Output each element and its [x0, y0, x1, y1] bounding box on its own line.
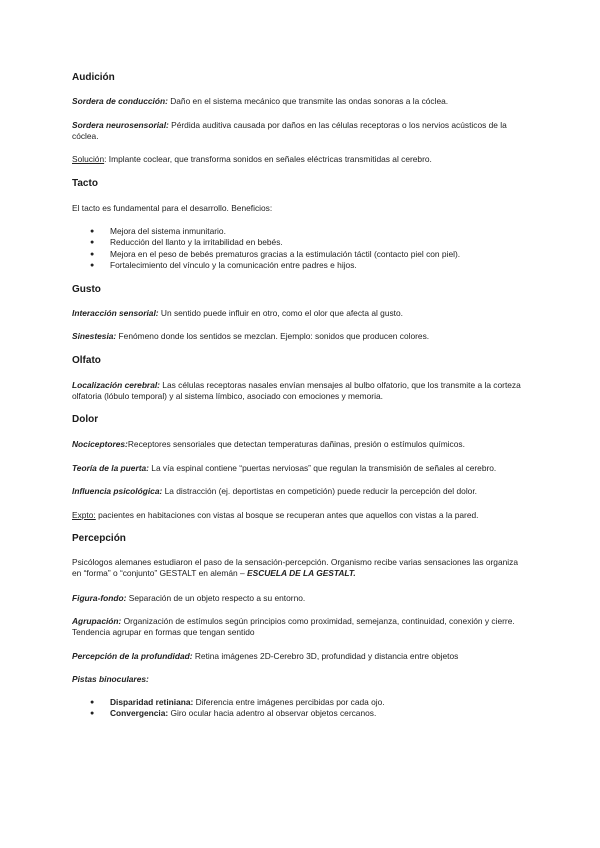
- term-percepcion-profundidad: Percepción de la profundidad:: [72, 651, 193, 661]
- term-agrupacion: Agrupación:: [72, 616, 122, 626]
- heading-tacto: Tacto: [72, 178, 98, 189]
- heading-olfato: Olfato: [72, 355, 101, 366]
- term-figura-fondo: Figura-fondo:: [72, 593, 127, 603]
- text-interaccion-sensorial: Un sentido puede influir en otro, como el olor que afecta al gusto.: [158, 308, 403, 318]
- term-pistas-binoculares: Pistas binoculares:: [72, 674, 149, 684]
- list-item: [90, 249, 530, 260]
- paragraph-sordera-conduccion: [72, 96, 528, 107]
- text-teoria-puerta: La vía espinal contiene “puertas nerviosas” que regulan la transmisión de señales al cerebro.: [148, 463, 497, 473]
- term-sinestesia: Sinestesia:: [72, 331, 117, 341]
- term-convergencia: Convergencia:: [110, 708, 169, 719]
- list-item: [90, 260, 530, 271]
- term-influencia-psicologica: Influencia psicológica:: [72, 486, 163, 496]
- heading-audicion: Audición: [72, 72, 115, 83]
- paragraph-sinestesia: [72, 331, 528, 342]
- text-nociceptores: Receptores sensoriales que detectan temperaturas dañinas, presión o estímulos químicos.: [127, 439, 465, 449]
- paragraph-percepcion-intro: [72, 557, 528, 579]
- text-expto: pacientes en habitaciones con vistas al bosque se recuperan antes que aquellos con vistas a la pared.: [95, 510, 479, 520]
- text-figura-fondo: Separación de un objeto respecto a su entorno.: [126, 593, 306, 603]
- text-percepcion-profundidad: Retina imágenes 2D-Cerebro 3D, profundidad y distancia entre objetos: [192, 651, 459, 661]
- list-item: [90, 237, 530, 248]
- term-disparidad-retiniana: Disparidad retiniana:: [110, 697, 194, 707]
- text-sordera-conduccion: Daño en el sistema mecánico que transmite las ondas sonoras a la cóclea.: [167, 96, 449, 106]
- text-localizacion-cerebral: Las células receptoras nasales envían mensajes al bulbo olfatorio, que los transmite a la corteza olfatoria (lóbulo temporal) y al sistema límbico, asociado con emociones y memoria.: [72, 380, 521, 402]
- list-item: [90, 226, 530, 237]
- list-item-text: Reducción del llanto y la irritabilidad en bebés.: [110, 237, 283, 248]
- bullet-icon: ●: [90, 228, 95, 235]
- paragraph-figura-fondo: [72, 593, 528, 604]
- list-item: [90, 697, 530, 708]
- list-item-text: Mejora en el peso de bebés prematuros gracias a la estimulación táctil (contacto piel con piel).: [110, 248, 461, 259]
- bullet-icon: ●: [90, 710, 95, 718]
- paragraph-solucion: [72, 154, 528, 165]
- text-solucion: : Implante coclear, que transforma sonidos en señales eléctricas transmitidas al cerebro.: [104, 154, 432, 164]
- text-agrupacion: Organización de estímulos según principios como proximidad, semejanza, continuidad, conexión y cierre. Tendencia agrupar en formas que tengan sentido: [72, 616, 515, 638]
- list-item: [90, 708, 530, 719]
- text-sinestesia: Fenómeno donde los sentidos se mezclan. Ejemplo: sonidos que producen colores.: [116, 331, 430, 341]
- term-interaccion-sensorial: Interacción sensorial:: [72, 308, 159, 318]
- paragraph-expto: [72, 510, 528, 521]
- bullet-icon: ●: [90, 239, 95, 247]
- text-percepcion-intro: Psicólogos alemanes estudiaron el paso de la sensación-percepción. Organismo recibe varias sensaciones las organiza en “forma” o “conjunto” GESTALT en alemán –: [72, 557, 518, 579]
- paragraph-agrupacion: [72, 616, 528, 638]
- text-disparidad-retiniana: Diferencia entre imágenes percibidas por cada ojo.: [193, 697, 385, 707]
- term-teoria-puerta: Teoría de la puerta:: [72, 463, 149, 473]
- text-convergencia: Giro ocular hacia adentro al observar objetos cercanos.: [168, 708, 377, 719]
- list-tacto-beneficios: [90, 226, 530, 272]
- emphasis-escuela-gestalt: ESCUELA DE LA GESTALT.: [247, 568, 356, 579]
- term-sordera-neurosensorial: Sordera neurosensorial:: [72, 120, 169, 130]
- term-localizacion-cerebral: Localización cerebral:: [72, 380, 160, 390]
- paragraph-pistas-binoculares: [72, 674, 528, 685]
- paragraph-localizacion-cerebral: [72, 380, 528, 402]
- label-expto: Expto:: [72, 510, 96, 520]
- paragraph-interaccion-sensorial: [72, 308, 528, 319]
- bullet-icon: ●: [90, 262, 95, 270]
- paragraph-influencia-psicologica: [72, 486, 528, 497]
- text-sordera-neurosensorial: Pérdida auditiva causada por daños en las células receptoras o los nervios acústicos de la cóclea.: [72, 120, 507, 142]
- heading-gusto: Gusto: [72, 284, 101, 295]
- heading-dolor: Dolor: [72, 414, 99, 425]
- bullet-icon: ●: [90, 250, 95, 258]
- text-influencia-psicologica: La distracción (ej. deportistas en competición) puede reducir la percepción del dolor.: [162, 486, 477, 496]
- paragraph-sordera-neurosensorial: [72, 120, 528, 142]
- bullet-icon: ●: [90, 699, 95, 706]
- list-item-text: Fortalecimiento del vínculo y la comunicación entre padres e hijos.: [110, 260, 357, 271]
- list-item-text: Mejora del sistema inmunitario.: [110, 226, 226, 236]
- paragraph-percepcion-profundidad: [72, 651, 528, 662]
- list-pistas-binoculares: [90, 697, 530, 720]
- paragraph-teoria-puerta: [72, 463, 528, 474]
- term-sordera-conduccion: Sordera de conducción:: [72, 96, 168, 106]
- paragraph-nociceptores: [72, 439, 528, 450]
- label-solucion: Solución: [72, 154, 105, 164]
- paragraph-tacto-intro: El tacto es fundamental para el desarrollo. Beneficios:: [72, 203, 273, 213]
- heading-percepcion: Percepción: [72, 533, 126, 544]
- term-nociceptores: Nociceptores:: [72, 439, 128, 449]
